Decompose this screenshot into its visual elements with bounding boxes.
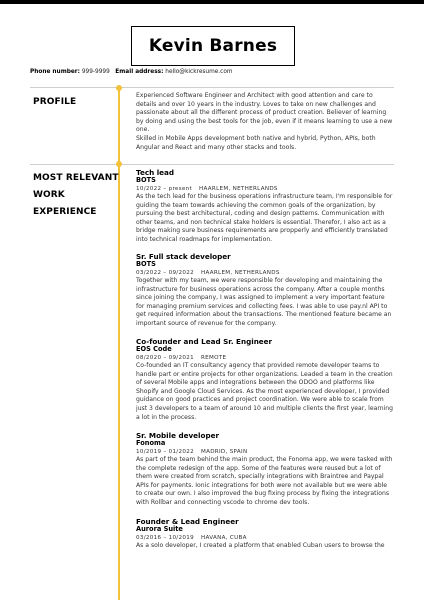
job-description: As a solo developer, I created a platform that enabled Cuban users to browse the: [136, 542, 385, 549]
job-meta: [136, 448, 394, 456]
profile-paragraph-2: Skilled in Mobile Apps development both native and hybrid, Python, APIs, both Angular and React and many other stacks and tools.: [136, 134, 376, 151]
job-location: HAARLEM, NETHERLANDS: [198, 186, 278, 192]
job-title: Sr. Mobile developer: [136, 431, 220, 440]
job-description: Co-founded an IT consultancy agency that provided remote developer teams to handle part or entire projects for other organizations. Leaded a team in the creation of several Mobile apps and integrations between the ODOO and platforms like Shopify and Google Cloud Services. As the most experienced developer, I provided guidance on good practices and project coordination. We were able to scale from just 3 developers to a team of around 10 and multiple clients the first year, learning a lot in the process.: [136, 362, 394, 421]
email-value: hello@kickresume.com: [165, 69, 233, 75]
job-company: Fonoma: [136, 439, 166, 448]
profile-paragraph-1: Experienced Software Engineer and Architect with good attention and care to details and over 10 years in the industry. Loves to take on new challenges and passionate about all the different process of product creation. Believer of learning by doing and using the best tools for the job, even if it means learning to use a new one.: [136, 92, 393, 134]
divider-experience: [30, 164, 394, 165]
phone-label: Phone number:: [30, 69, 80, 75]
job-dates: 10/2019 – 01/2022: [136, 449, 194, 455]
top-bar: [0, 0, 424, 4]
job-title: Tech lead: [136, 168, 175, 177]
job-dates: 10/2022 – present: [136, 186, 192, 192]
section-title-profile: PROFILE: [33, 97, 77, 107]
job-entry: [136, 432, 394, 508]
job-meta: [136, 534, 394, 542]
job-entry: [136, 518, 394, 551]
job-dates: 03/2022 – 09/2022: [136, 270, 194, 276]
section-title-line-3: EXPERIENCE: [33, 207, 97, 217]
job-meta: [136, 269, 394, 277]
phone-value: 999-9999: [81, 69, 110, 75]
profile-text: [136, 92, 394, 152]
job-meta: [136, 185, 394, 193]
divider-top: [30, 87, 394, 88]
email-label: Email address:: [115, 69, 164, 75]
job-entry: [136, 253, 394, 329]
section-title-line-2: WORK: [33, 190, 65, 200]
job-company: BOTS: [136, 260, 156, 269]
timeline-dot-experience: [116, 161, 122, 167]
timeline-dot-profile: [116, 85, 122, 91]
job-description: Together with my team, we were responsible for developing and maintaining the infrastructure for business operations across the company. After a couple months since joining the company, I was assigned to implement a very important feature for managing premium services and collecting fees. I was able to use pay.nl API to get required information about the transactions. The mentioned feature became an important source of revenue for the company.: [136, 277, 392, 327]
job-location: MADRID, SPAIN: [200, 449, 248, 455]
job-title: Co-founder and Lead Sr. Engineer: [136, 337, 273, 346]
job-meta: [136, 354, 394, 362]
section-title-experience: [33, 170, 119, 221]
candidate-name: Kevin Barnes: [131, 26, 295, 66]
job-company: BOTS: [136, 176, 156, 185]
job-company: Aurora Suite: [136, 525, 183, 534]
job-entry: [136, 338, 394, 422]
job-location: HAVANA, CUBA: [200, 535, 247, 541]
section-title-line-1: MOST RELEVANT: [33, 173, 119, 183]
job-title: Sr. Full stack developer: [136, 252, 231, 261]
job-description: As part of the team behind the main product, the Fonoma app, we were tasked with the complete redesign of the app. Some of the features were reused but a lot of them were created from scratch, specially integrations with Braintree and Paypal APIs for payments. Ionic integrations for both were not available but we were able to create our own. I also improved the bug fixing process by fixing the integrations with Rollbar and connecting vscode to chrome dev tools.: [136, 456, 393, 506]
job-location: HAARLEM, NETHERLANDS: [200, 270, 280, 276]
job-location: REMOTE: [200, 355, 227, 361]
contact-line: [30, 69, 233, 75]
job-title: Founder & Lead Engineer: [136, 517, 239, 526]
job-description: As the tech lead for the business operations infrastructure team, I'm responsible for guiding the team towards achieving the common goals of the organization, by pursuing the best architectural, coding and design patterns. Communication with other teams, and non technical stake holders is essential. Therefor, I also act as a bridge making sure business requirements are propperly and efficiently translated into technical roadmaps for implementation.: [136, 193, 393, 243]
job-company: EOS Code: [136, 345, 172, 354]
job-entry: [136, 169, 394, 245]
job-dates: 03/2016 – 10/2019: [136, 535, 194, 541]
job-dates: 08/2020 – 09/2021: [136, 355, 194, 361]
